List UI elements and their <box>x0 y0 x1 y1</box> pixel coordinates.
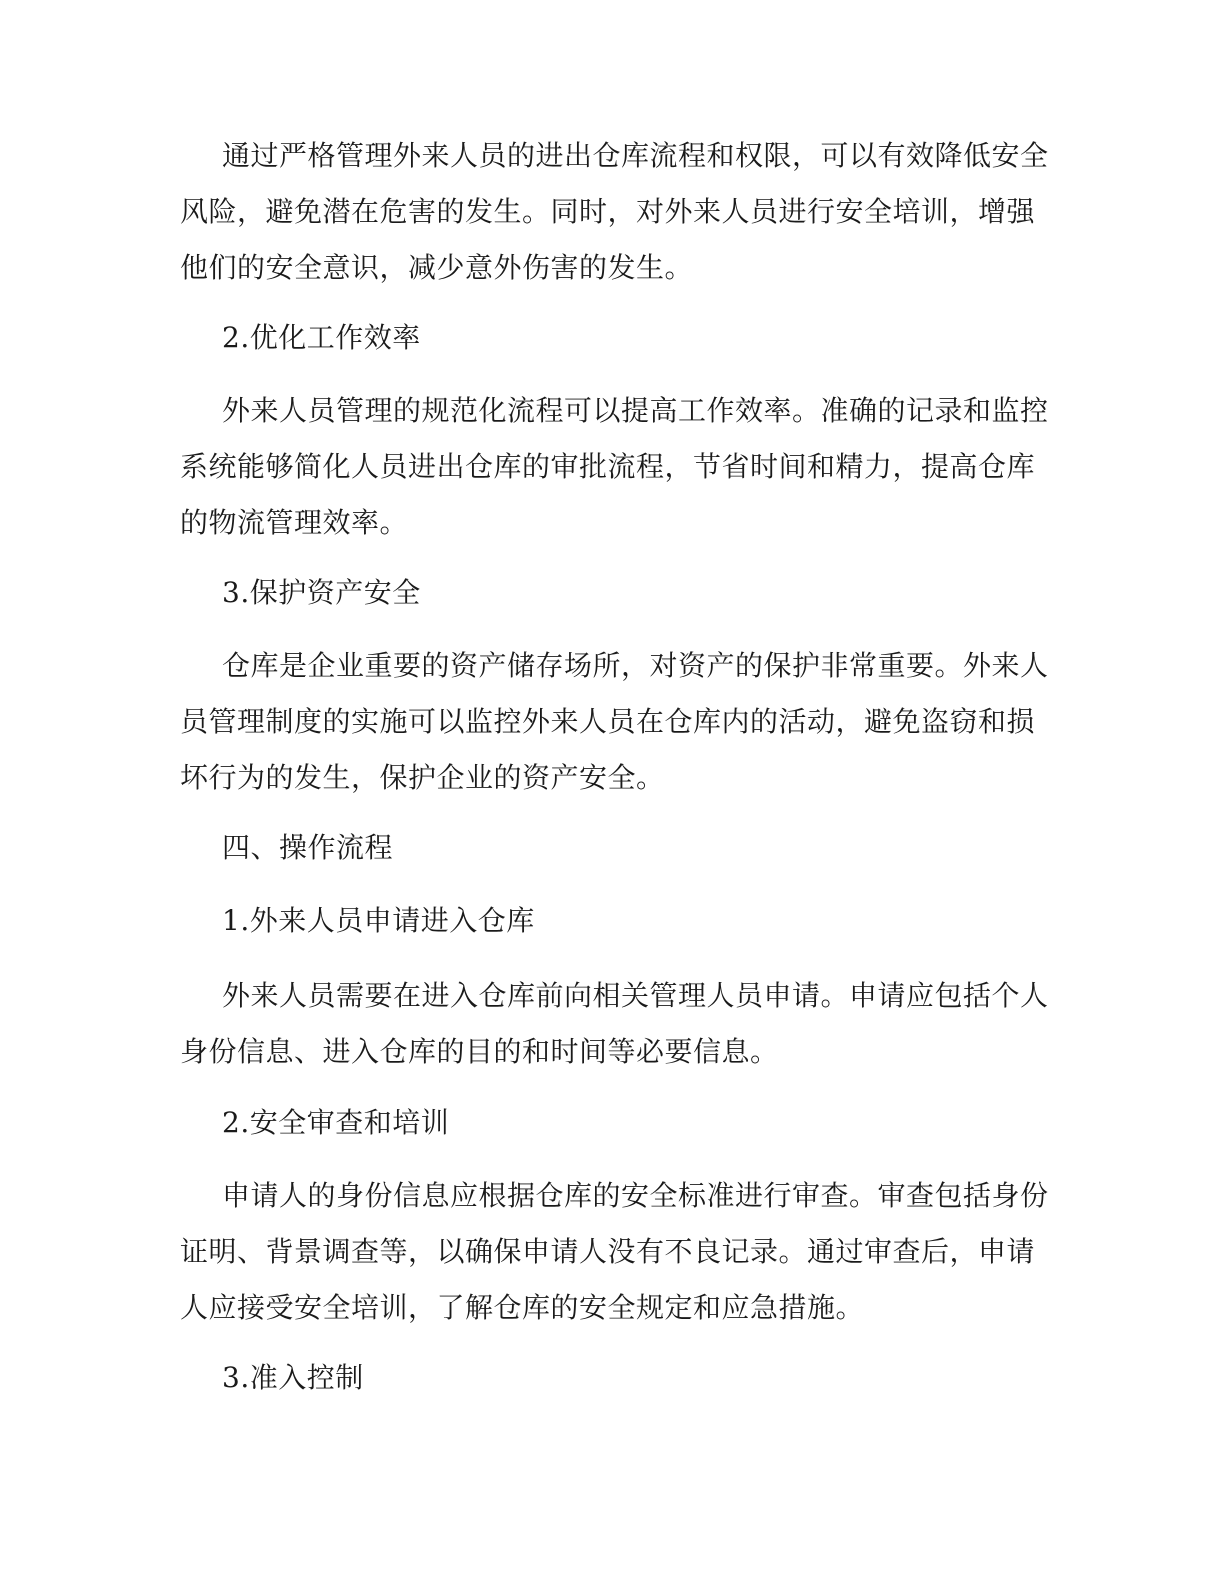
chapter-heading-operation-process: 四、操作流程 <box>222 831 394 864</box>
paragraph-line: 证明、背景调查等，以确保申请人没有不良记录。通过审查后，申请 <box>180 1235 1036 1268</box>
paragraph-line: 仓库是企业重要的资产储存场所，对资产的保护非常重要。外来人 <box>222 649 1049 682</box>
section-heading-security-review: 2.安全审查和培训 <box>222 1106 450 1139</box>
paragraph-line: 系统能够简化人员进出仓库的审批流程，节省时间和精力，提高仓库 <box>180 450 1036 483</box>
paragraph-line: 外来人员需要在进入仓库前向相关管理人员申请。申请应包括个人 <box>222 979 1049 1012</box>
paragraph-security-review <box>180 1168 1049 1336</box>
paragraph-line: 风险，避免潜在危害的发生。同时，对外来人员进行安全培训，增强 <box>180 195 1036 228</box>
paragraph-efficiency <box>180 383 1049 551</box>
section-heading-access-control: 3.准入控制 <box>222 1361 364 1394</box>
section-heading-efficiency: 2.优化工作效率 <box>222 321 421 354</box>
paragraph-line: 通过严格管理外来人员的进出仓库流程和权限，可以有效降低安全 <box>222 139 1049 172</box>
section-heading-application: 1.外来人员申请进入仓库 <box>222 904 535 937</box>
paragraph-line: 员管理制度的实施可以监控外来人员在仓库内的活动，避免盗窃和损 <box>180 705 1036 738</box>
paragraph-risk-reduction <box>180 128 1049 296</box>
paragraph-line: 的物流管理效率。 <box>180 506 409 539</box>
paragraph-line: 他们的安全意识，减少意外伤害的发生。 <box>180 251 694 284</box>
section-heading-asset-protection: 3.保护资产安全 <box>222 576 421 609</box>
paragraph-line: 外来人员管理的规范化流程可以提高工作效率。准确的记录和监控 <box>222 394 1049 427</box>
paragraph-asset-protection <box>180 638 1049 806</box>
paragraph-application <box>180 968 1049 1080</box>
paragraph-line: 身份信息、进入仓库的目的和时间等必要信息。 <box>180 1035 779 1068</box>
paragraph-line: 申请人的身份信息应根据仓库的安全标准进行审查。审查包括身份 <box>222 1179 1049 1212</box>
paragraph-line: 人应接受安全培训，了解仓库的安全规定和应急措施。 <box>180 1291 865 1324</box>
paragraph-line: 坏行为的发生，保护企业的资产安全。 <box>180 761 665 794</box>
